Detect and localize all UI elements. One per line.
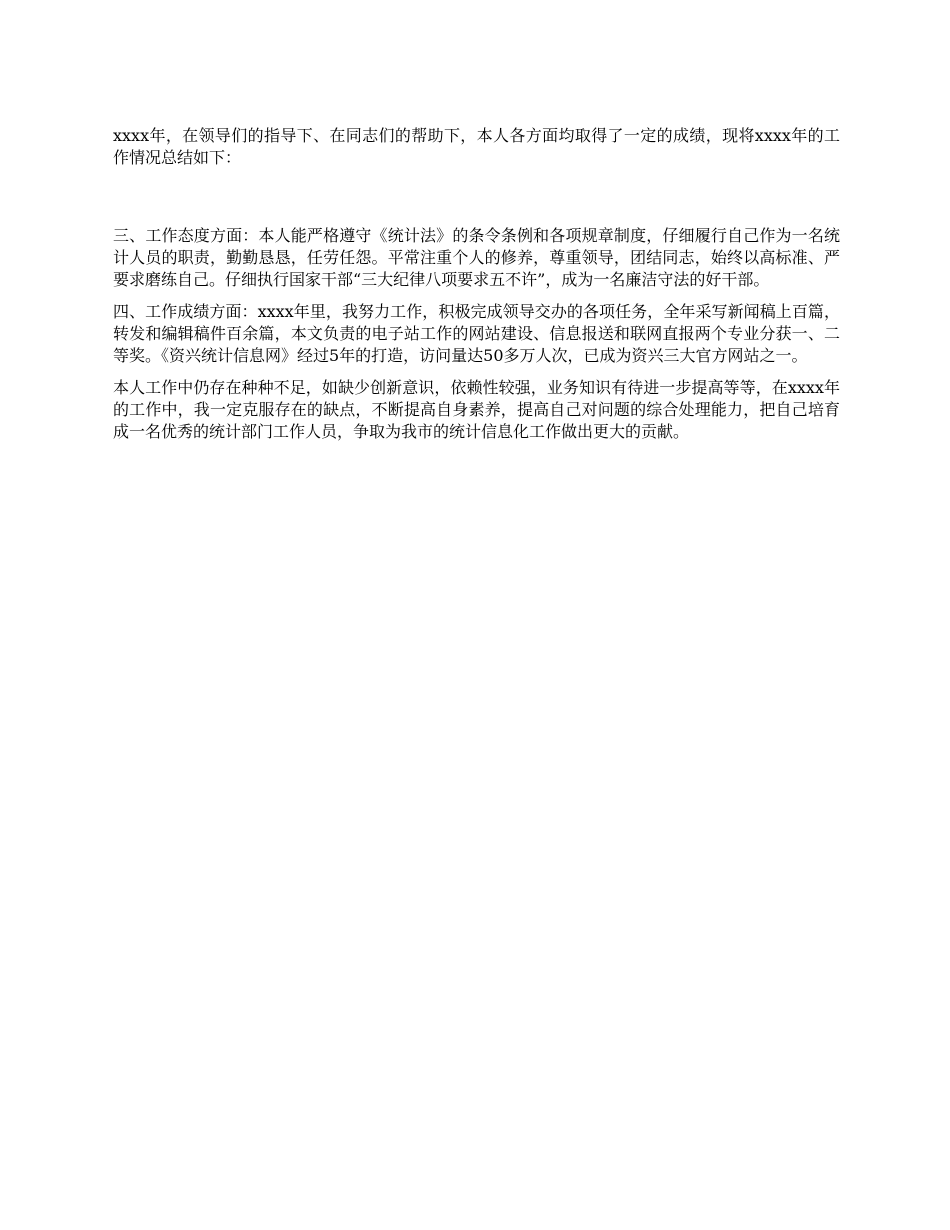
intro-paragraph: xxxx年，在领导们的指导下、在同志们的帮助下，本人各方面均取得了一定的成绩，现将xxxx年的工作情况总结如下： — [113, 126, 840, 167]
work-attitude-paragraph: 三、工作态度方面：本人能严格遵守《统计法》的条令条例和各项规章制度，仔细履行自己作为一名统计人员的职责，勤勤恳恳，任劳任怨。平常注重个人的修养，尊重领导，团结同志，始终以高标准、严要求磨练自己。仔细执行国家干部“三大纪律八项要求五不许”，成为一名廉洁守法的好干部。 — [113, 226, 840, 289]
shortcomings-paragraph: 本人工作中仍存在种种不足，如缺少创新意识，依赖性较强，业务知识有待进一步提高等等，在xxxx年的工作中，我一定克服存在的缺点，不断提高自身素养，提高自己对问题的综合处理能力，把自己培育成一名优秀的统计部门工作人员，争取为我市的统计信息化工作做出更大的贡献。 — [113, 378, 840, 441]
document-body — [113, 125, 840, 453]
work-achievement-paragraph: 四、工作成绩方面：xxxx年里，我努力工作，积极完成领导交办的各项任务，全年采写新闻稿上百篇，转发和编辑稿件百余篇，本文负责的电子站工作的网站建设、信息报送和联网直报两个专业分获一、二等奖。《资兴统计信息网》经过5年的打造，访问量达50多万人次，已成为资兴三大官方网站之一。 — [113, 302, 840, 365]
